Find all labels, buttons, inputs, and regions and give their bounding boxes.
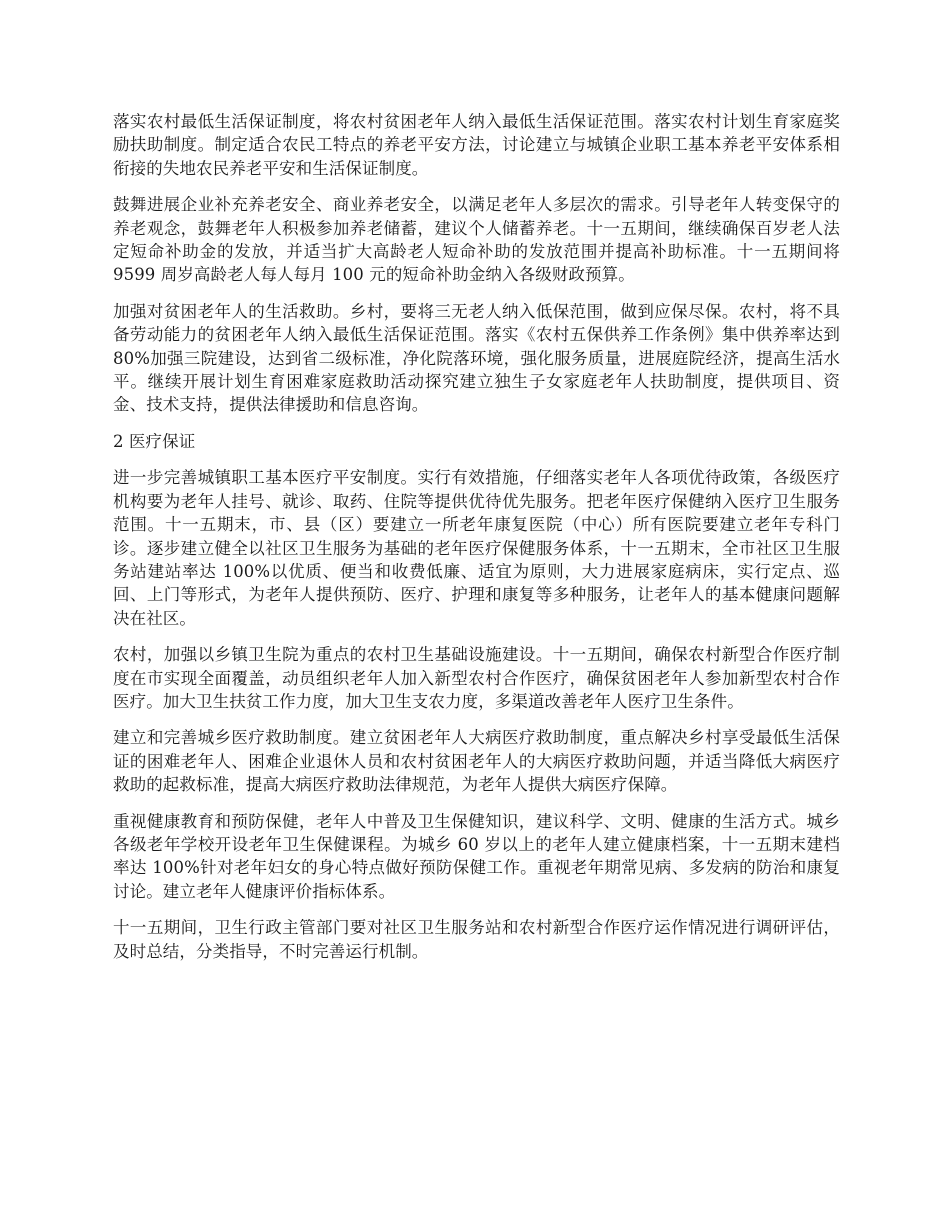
paragraph-rural-health: 农村，加强以乡镇卫生院为重点的农村卫生基础设施建设。十一五期间，确保农村新型合作医疗制度在市实现全面覆盖，动员组织老年人加入新型农村合作医疗，确保贫困老年人参加新型农村合作医疗。加大卫生扶贫工作力度，加大卫生支农力度，多渠道改善老年人医疗卫生条件。 — [113, 645, 840, 711]
paragraph-supplementary-pension: 鼓舞进展企业补充养老安全、商业养老安全，以满足老年人多层次的需求。引导老年人转变保守的养老观念，鼓舞老年人积极参加养老储蓄，建议个人储蓄养老。十一五期间，继续确保百岁老人法定短命补助金的发放，并适当扩大高龄老人短命补助的发放范围并提高补助标准。十一五期间将 9599 周岁高龄老人每人每月 100 元的短命补助金纳入各级财政预算。 — [113, 195, 840, 285]
paragraph-health-education: 重视健康教育和预防保健，老年人中普及卫生保健知识，建议科学、文明、健康的生活方式。城乡各级老年学校开设老年卫生保健课程。为城乡 60 岁以上的老年人建立健康档案，十一五期末建档率达 100%针对老年妇女的身心特点做好预防保健工作。重视老年期常见病、多发病的防治和康复讨论。建立老年人健康评价指标体系。 — [113, 811, 840, 901]
paragraph-poverty-relief: 加强对贫困老年人的生活救助。乡村，要将三无老人纳入低保范围，做到应保尽保。农村，将不具备劳动能力的贫困老年人纳入最低生活保证范围。落实《农村五保供养工作条例》集中供养率达到 80%加强三院建设，达到省二级标准，净化院落环境，强化服务质量，进展庭院经济，提高生活水平。继续开展计划生育困难家庭救助活动探究建立独生子女家庭老年人扶助制度，提供项目、资金、技术支持，提供法律援助和信息咨询。 — [113, 301, 840, 415]
paragraph-urban-medical-insurance: 进一步完善城镇职工基本医疗平安制度。实行有效措施，仔细落实老年人各项优待政策，各级医疗机构要为老年人挂号、就诊、取药、住院等提供优待优先服务。把老年医疗保健纳入医疗卫生服务范围。十一五期末，市、县（区）要建立一所老年康复医院（中心）所有医院要建立老年专科门诊。逐步建立健全以社区卫生服务为基础的老年医疗保健服务体系，十一五期末，全市社区卫生服务站建站率达 100%以优质、便当和收费低廉、适宜为原则，大力进展家庭病床，实行定点、巡回、上门等形式，为老年人提供预防、医疗、护理和康复等多种服务，让老年人的基本健康问题解决在社区。 — [113, 468, 840, 628]
document-body — [113, 110, 840, 976]
paragraph-rural-subsistence: 落实农村最低生活保证制度，将农村贫困老年人纳入最低生活保证范围。落实农村计划生育家庭奖励扶助制度。制定适合农民工特点的养老平安方法，讨论建立与城镇企业职工基本养老平安体系相衔接的失地农民养老平安和生活保证制度。 — [113, 112, 840, 178]
section-heading-medical: 2 医疗保证 — [113, 431, 196, 451]
paragraph-evaluation: 十一五期间，卫生行政主管部门要对社区卫生服务站和农村新型合作医疗运作情况进行调研评估，及时总结，分类指导，不时完善运行机制。 — [113, 918, 840, 961]
paragraph-medical-aid: 建立和完善城乡医疗救助制度。建立贫困老年人大病医疗救助制度，重点解决乡村享受最低生活保证的困难老年人、困难企业退休人员和农村贫困老年人的大病医疗救助问题，并适当降低大病医疗救助的起救标准，提高大病医疗救助法律规范，为老年人提供大病医疗保障。 — [113, 728, 840, 795]
